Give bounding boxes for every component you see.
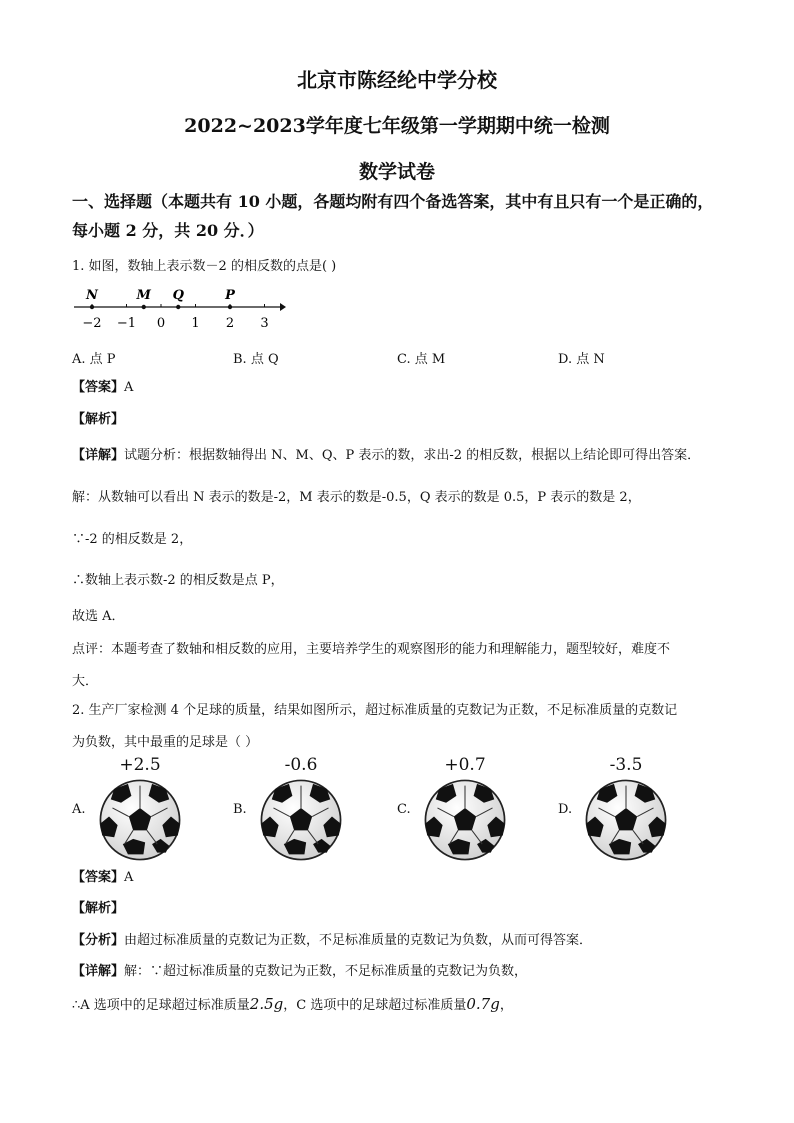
q1-detail [72,446,700,466]
q2-answer [72,868,133,888]
q1-solution-4: 故选 A． [72,609,125,624]
answer-tag: 【答案】 [72,870,125,885]
soccer-ball-icon [422,777,508,863]
number-line-point-label: P [225,288,235,303]
section-heading: 一、选择题（本题共有 10 小题，各题均附有四个备选答案，其中有且只有一个是正确的， [72,192,714,211]
soccer-ball-option [415,755,515,865]
ball-mass-label: +2.5 [119,755,161,775]
ball-mass-label: -0.6 [284,755,318,775]
soccer-ball-option [251,755,351,865]
q1-comment-2: 大． [72,674,99,689]
detail-tag: 【详解】 [72,964,125,979]
number-line-point-n [90,305,94,309]
q1-option-a: A. 点 P [72,352,116,367]
number-line-tick-label: 2 [225,316,235,331]
q1-analysis-tag: 【解析】 [72,412,125,427]
q1-solution-1: 解：从数轴可以看出 N 表示的数是-2，M 表示的数是-0.5，Q 表示的数是 0.5，P 表示的数是 2， [72,490,641,505]
q2-analysis-tag: 【解析】 [72,901,125,916]
soccer-ball-option [90,755,190,865]
soccer-ball-option [576,755,676,865]
q2-option-label: D. [558,802,573,817]
number-line-tick-label: 3 [260,316,269,331]
last-part-a: ∴A 选项中的足球超过标准质量 [72,998,250,1013]
subject-title: 数学试卷 [358,161,435,183]
soccer-ball-icon [258,777,344,863]
last-mass-a: 2.5g [249,995,284,1013]
detail-tag: 【详解】 [72,448,125,463]
q1-solution-2: ∵-2 的相反数是 2， [72,532,193,547]
q1-option-b: B. 点 Q [233,352,279,367]
answer-tag: 【答案】 [72,380,125,395]
soccer-ball-icon [97,777,183,863]
q2-option-label: B. [233,802,247,817]
q1-option-d: D. 点 N [558,352,605,367]
q2-stem-1: 2. 生产厂家检测 4 个足球的质量，结果如图所示，超过标准质量的克数记为正数，不足标准质量的克数记 [72,703,678,718]
ball-mass-label: -3.5 [609,755,643,775]
number-line-point-m [142,305,146,309]
detail-text: 试题分析：根据数轴得出 N、M、Q、P 表示的数，求出-2 的相反数，根据以上结论即可得出答案． [124,448,701,463]
number-line-point-label: Q [172,288,184,303]
q2-fenxi [72,931,592,951]
q1-option-c: C. 点 M [397,352,446,367]
q2-option-label: C. [397,802,411,817]
school-title: 北京市陈经纶中学分校 [297,68,497,92]
number-line-tick-label: −2 [82,316,102,331]
q2-last-line [72,994,513,1016]
number-line-tick-label: −1 [116,316,137,331]
number-line-point-label: N [86,288,98,303]
q2-detail [72,962,527,982]
last-part-e: ， [499,998,513,1013]
soccer-ball-icon [583,777,669,863]
q1-comment-1: 点评：本题考查了数轴和相反数的应用，主要培养学生的观察图形的能力和理解能力，题型较好，难度不 [72,642,671,657]
number-line-point-q [176,305,180,309]
last-mass-c: 0.7g [466,995,500,1013]
section-heading-cont: 每小题 2 分，共 20 分．） [72,221,264,240]
fenxi-text: 由超过标准质量的克数记为正数，不足标准质量的克数记为负数，从而可得答案． [124,933,593,948]
answer-value: A [124,870,134,885]
answer-value: A [124,380,134,395]
q1-answer [72,378,133,398]
exam-title: 2022~2023学年度七年级第一学期期中统一检测 [184,115,610,137]
q1-stem: 1. 如图，数轴上表示数－2 的相反数的点是( ) [72,259,337,274]
fenxi-tag: 【分析】 [72,933,125,948]
q2-stem-2: 为负数，其中最重的足球是（ ） [72,735,259,750]
q1-solution-3: ∴数轴上表示数-2 的相反数是点 P， [72,573,284,588]
number-line-tick-label: 0 [156,316,166,331]
last-part-c: ，C 选项中的足球超过标准质量 [283,998,467,1013]
detail-text: 解：∵超过标准质量的克数记为正数，不足标准质量的克数记为负数， [124,964,528,979]
ball-mass-label: +0.7 [444,755,486,775]
number-line-point-p [228,305,232,309]
number-line-point-label: M [136,288,151,303]
q2-option-label: A. [72,802,86,817]
number-line [72,287,312,335]
number-line-tick-label: 1 [191,316,200,331]
